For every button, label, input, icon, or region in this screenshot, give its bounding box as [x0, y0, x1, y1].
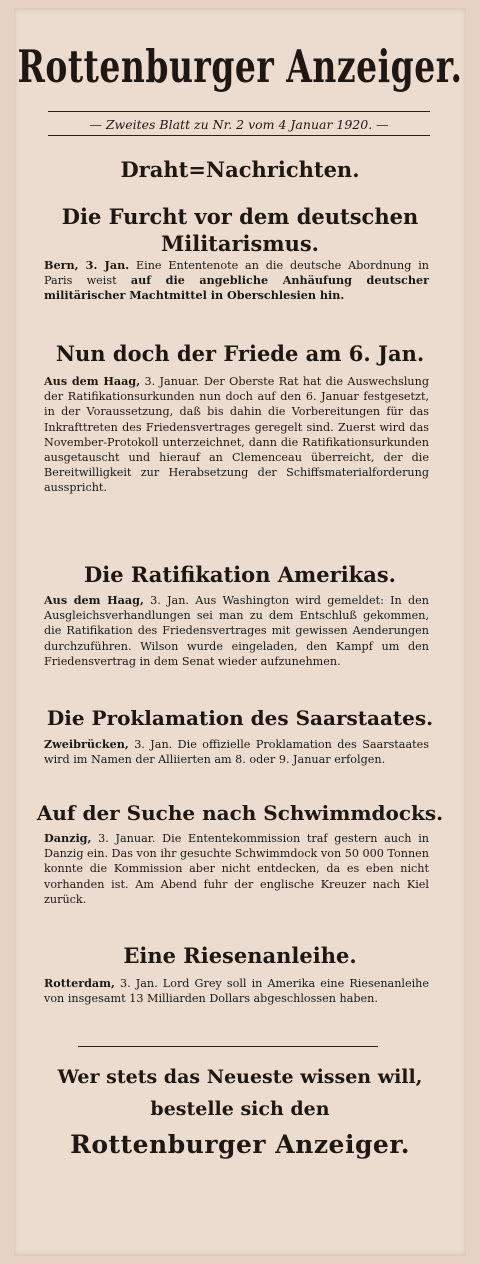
article-body: [44, 258, 429, 304]
masthead-rule-bottom: [48, 135, 430, 136]
masthead-title: Rottenburger Anzeiger.: [17, 40, 463, 93]
masthead-dateline: — Zweites Blatt zu Nr. 2 vom 4 Januar 1920. —: [89, 117, 389, 132]
masthead-rule-top: [48, 111, 430, 112]
article-body: [44, 831, 429, 907]
article-text-bold: auf die angebliche Anhäufung deutscher militärischer Machtmittel in Oberschlesien hin.: [44, 273, 430, 303]
article-lead: Rotterdam,: [44, 976, 115, 990]
article-headline: Die Ratifikation Amerikas.: [84, 562, 396, 587]
article-lead: Danzig,: [44, 831, 92, 845]
article-text: 3. Januar. Der Oberste Rat hat die Auswechslung der Ratifikationsurkunden nun doch auf den 6. Januar festgesetzt, in der Voraussetzung, daß bis dahin die Vorbereitungen für das Inkrafttreten des Friedensvertrages geregelt sind. Zuerst wird das November-Protokoll unterzeichnet, dann die Ratifikationsurkunden ausgetauscht und hierauf an Clemenceau überreicht, der die Bereitwilligkeit zur Herabsetzung der Schiffsmaterialforderung ausspricht.: [44, 375, 429, 495]
article-text: Eine Ententenote an die deutsche Abordnung in Paris weist: [44, 259, 430, 288]
article-lead: Bern, 3. Jan.: [44, 258, 130, 272]
article-text: 3. Jan. Lord Grey soll in Amerika eine Riesenanleihe von insgesamt 13 Milliarden Dollars abgeschlossen haben.: [44, 977, 429, 1006]
article-body: [44, 976, 429, 1006]
footer-divider: [78, 1046, 378, 1047]
article-lead: Aus dem Haag,: [44, 593, 144, 607]
article-body: [44, 374, 429, 496]
footer-line1: Wer stets das Neueste wissen will,: [57, 1066, 423, 1088]
article-headline: Nun doch der Friede am 6. Jan.: [55, 341, 425, 366]
article-body: [44, 593, 429, 669]
article-headline: Auf der Suche nach Schwimmdocks.: [36, 801, 444, 825]
article-text: 3. Januar. Die Ententekommission traf gestern auch in Danzig ein. Das von ihr gesuchte Schwimmdock von 50 000 Tonnen konnte die Kommission aber nicht entdecken, da es eben nicht vorhanden ist. Am Abend fuhr der englische Kreuzer nach Kiel zurück.: [44, 832, 429, 906]
article-headline: Die Furcht vor dem deutschen Militarismus.: [61, 204, 419, 256]
article-lead: Aus dem Haag,: [44, 374, 141, 388]
article-headline: Eine Riesenanleihe.: [123, 943, 357, 968]
article-text: 3. Jan. Aus Washington wird gemeldet: In den Ausgleichsverhandlungen sei man zu dem Entschluß gekommen, die Ratifikation des Friedensvertrages mit gewissen Aenderungen durchzuführen. Wilson wurde eingeladen, den Kampf um den Friedensvertrag in dem Senat wieder aufzunehmen.: [44, 594, 429, 668]
article-lead: Zweibrücken,: [44, 737, 129, 751]
article-headline: Die Proklamation des Saarstaates.: [46, 706, 434, 730]
footer-line2: bestelle sich den: [150, 1098, 330, 1120]
article-text: 3. Jan. Die offizielle Proklamation des Saarstaates wird im Namen der Alliierten am 8. oder 9. Januar erfolgen.: [44, 738, 429, 767]
article-body: [44, 737, 429, 767]
footer-title: Rottenburger Anzeiger.: [70, 1130, 410, 1159]
section-title: Draht=Nachrichten.: [120, 157, 360, 182]
